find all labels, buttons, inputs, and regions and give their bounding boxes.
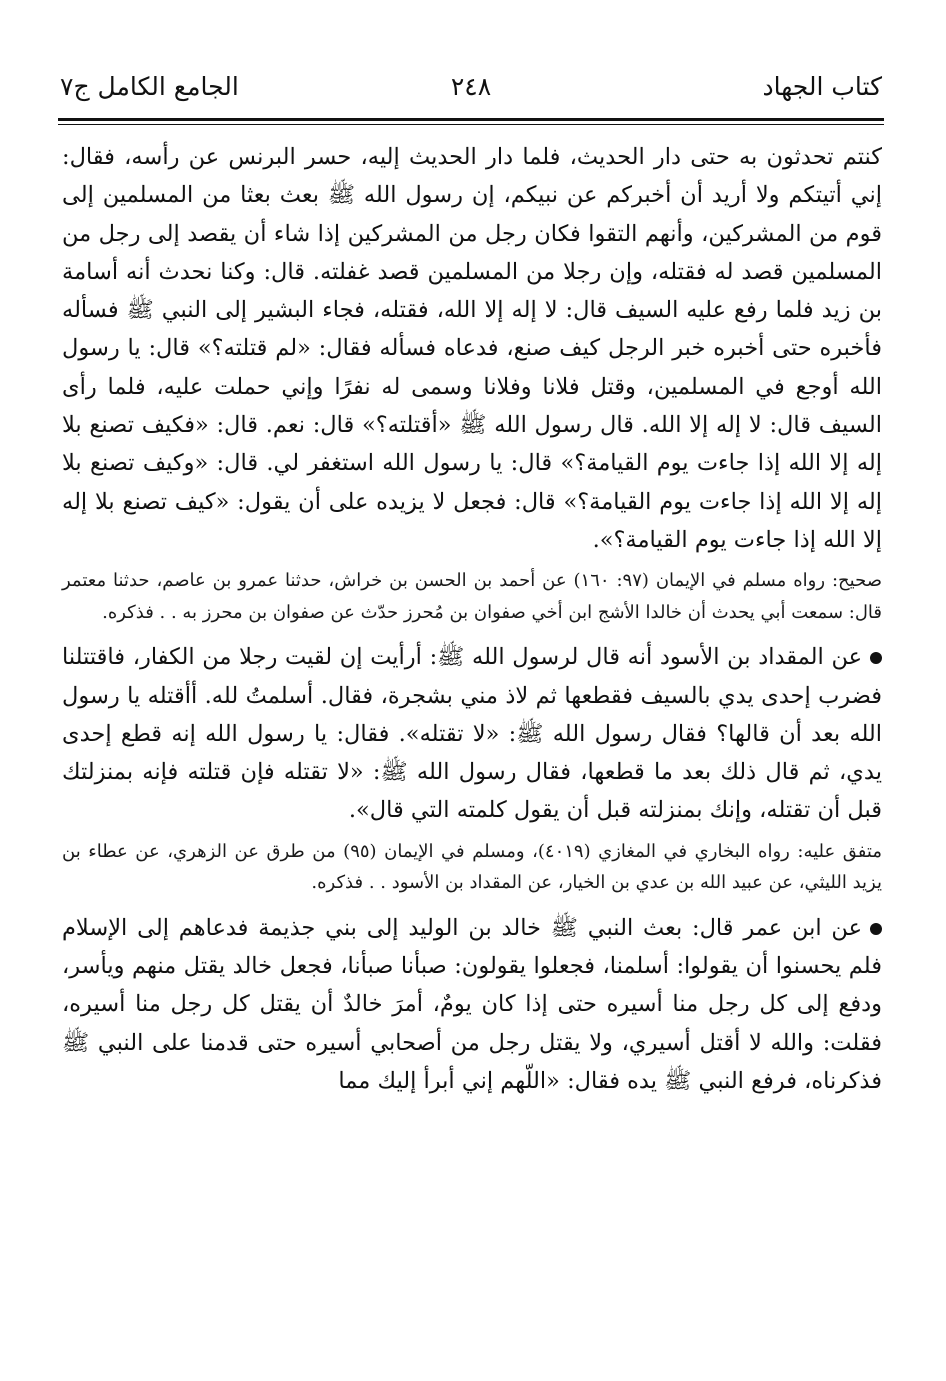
takhrij-note: متفق عليه: رواه البخاري في المغازي (٤٠١٩)، ومسلم في الإيمان (٩٥) من طرق عن الزهري، عن عطاء بن يزيد الليثي، عن عبيد الله بن عدي بن الخيار، عن المقداد بن الأسود . . فذكره. <box>62 840 882 894</box>
book-title: كتاب الجهاد <box>762 72 882 101</box>
takhrij-note: صحيح: رواه مسلم في الإيمان (٩٧: ١٦٠) عن أحمد بن الحسن بن خراش، حدثنا عمرو بن عاصم، حدثنا معتمر قال: سمعت أبي يحدث أن خالدا الأشج ابن أخي صفوان بن مُحرز حدّث عن صفوان بن محرز به . . فذكره. <box>62 570 882 623</box>
page-number: ٢٤٨ <box>450 72 492 101</box>
bullet-icon <box>870 652 882 664</box>
hadith-text: عن ابن عمر قال: بعث النبي ﷺ خالد بن الوليد إلى بني جذيمة فدعاهم إلى الإسلام فلم يحسنوا أن يقولوا: أسلمنا، فجعلوا يقولون: صبأنا صبأنا، فجعل خالد يقتل منهم ويأسر، ودفع إلى كل رجل منا أسيره حتى إذا كان يومٌ، أمرَ خالدٌ أن يقتل كل رجل منا أسيره، فقلت: والله لا أقتل أسيري، ولا يقتل رجل من أصحابي أسيره حتى قدمنا على النبي ﷺ فذكرناه، فرفع النبي ﷺ يده فقال: «اللّهم إني أبرأ إليك مما <box>62 914 882 1094</box>
hadith-paragraph: كنتم تحدثون به حتى دار الحديث، فلما دار الحديث إليه، حسر البرنس عن رأسه، فقال: إني أتيتكم ولا أريد أن أخبركم عن نبيكم، إن رسول الله ﷺ بعث بعثا من المسلمين إلى قوم من المشركين، وأنهم التقوا فكان رجل من المشركين إذا شاء أن يقصد إلى رجل من المسلمين قصد له فقتله، وإن رجلا من المسلمين قصد غفلته. قال: وكنا نحدث أنه أسامة بن زيد فلما رفع عليه السيف قال: لا إله إلا الله، فقتله، فجاء البشير إلى النبي ﷺ فسأله فأخبره حتى أخبره خبر الرجل كيف صنع، فدعاه فسأله فقال: «لم قتلته؟» قال: يا رسول الله أوجع في المسلمين، وقتل فلانا وفلانا وسمى له نفرًا وإني حملت عليه، فلما رأى السيف قال: لا إله إلا الله. قال رسول الله ﷺ «أقتلته؟» قال: نعم. قال: «فكيف تصنع بلا إله إلا الله إذا جاءت يوم القيامة؟» قال: يا رسول الله استغفر لي. قال: «وكيف تصنع بلا إله إلا الله إذا جاءت يوم القيامة؟» قال: فجعل لا يزيده على أن يقول: «كيف تصنع بلا إله إلا الله إذا جاءت يوم القيامة؟». <box>62 144 882 553</box>
page-header <box>60 72 882 116</box>
bullet-icon <box>870 923 882 935</box>
hadith-text: عن المقداد بن الأسود أنه قال لرسول الله ﷺ: أرأيت إن لقيت رجلا من الكفار، فاقتتلنا فضرب إحدى يدي بالسيف فقطعها ثم لاذ مني بشجرة، فقال. أسلمتُ لله. أأقتله يا رسول الله بعد أن قالها؟ فقال رسول الله ﷺ: «لا تقتله». فقال: يا رسول الله إنه قطع إحدى يدي، ثم قال ذلك بعد ما قطعها، فقال رسول الله ﷺ: «لا تقتله فإن قتلته فإنه بمنزلتك قبل أن تقتله، وإنك بمنزلته قبل أن يقول كلمته التي قال». <box>62 644 882 824</box>
page-body <box>62 138 882 1100</box>
header-rule-thin <box>58 124 884 125</box>
hadith-paragraph <box>62 909 882 1100</box>
header-rule-thick <box>58 118 884 121</box>
hadith-paragraph <box>62 638 882 829</box>
running-title: الجامع الكامل ج٧ <box>60 72 239 101</box>
